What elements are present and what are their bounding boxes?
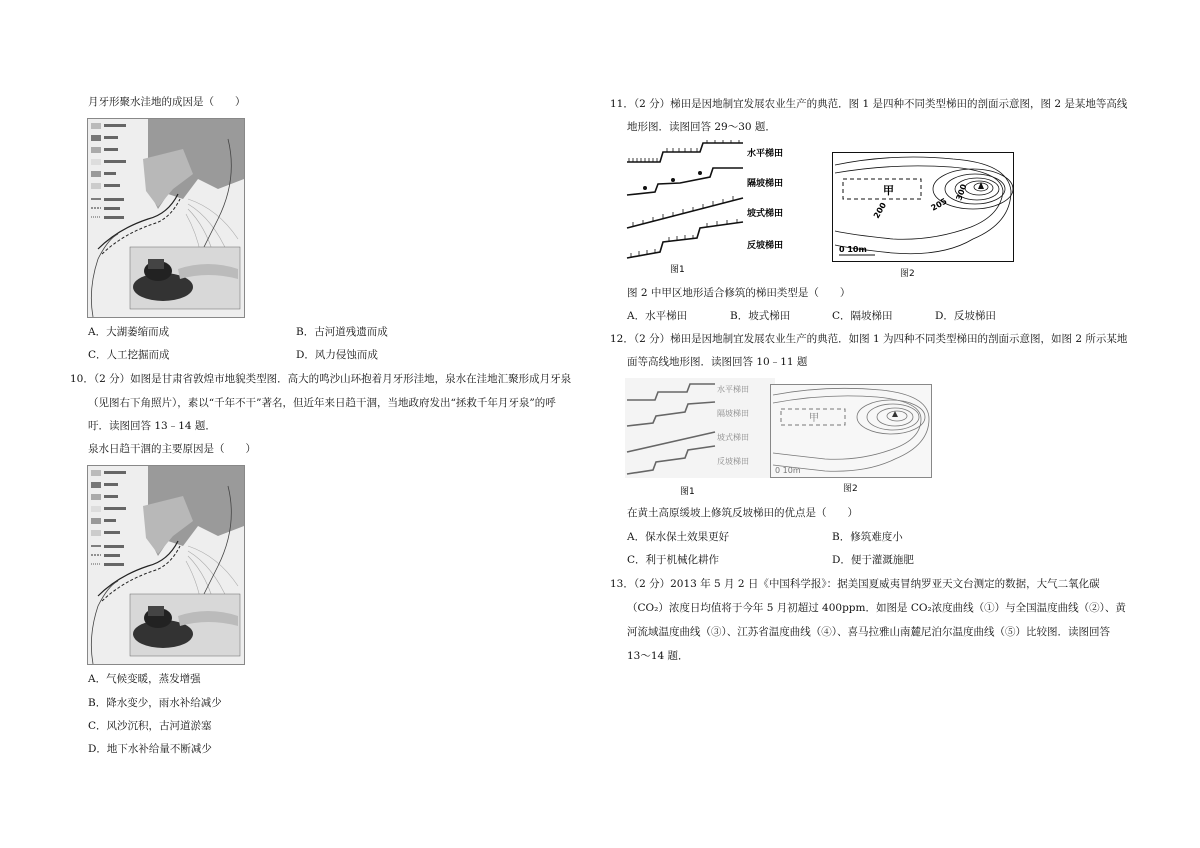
q11-option-c: C．隔坡梯田 <box>832 310 893 322</box>
q13-line1: 13．（2 分）2013 年 5 月 2 日《中国科学报》：据美国夏威夷冒纳罗亚天文台测定的数据，大气二氧化碳 <box>610 578 1100 590</box>
q12-line1: 12．（2 分）梯田是因地制宜发展农业生产的典范．如图 1 为四种不同类型梯田的剖面示意图，如图 2 所示某地 <box>610 333 1128 345</box>
option-d: D．风力侵蚀而成 <box>296 349 378 361</box>
question-stem: 月牙形聚水洼地的成因是（ ） <box>88 96 246 108</box>
option-c: C．人工挖掘而成 <box>88 349 170 361</box>
contour-map-figure <box>832 152 1014 262</box>
figure1-caption: 图1 <box>670 265 685 275</box>
q10-question: 泉水日趋干涸的主要原因是（ ） <box>88 443 256 455</box>
contour-scale-label: 0 10m <box>839 245 867 254</box>
terrace2-label-level: 水平梯田 <box>717 385 749 394</box>
q10-option-a: A．气候变暖，蒸发增强 <box>88 673 201 685</box>
q12-option-c: C．利于机械化耕作 <box>627 554 720 566</box>
q10-option-b: B．降水变少，雨水补给减少 <box>88 697 222 709</box>
figure1-caption-2: 图1 <box>680 487 695 497</box>
terrace-profiles-figure <box>625 140 795 275</box>
q11-option-b: B．坡式梯田 <box>730 310 791 322</box>
q10-option-d: D．地下水补给量不断减少 <box>88 743 212 755</box>
dunhuang-landform-map-2 <box>87 465 245 665</box>
option-b: B．古河道残遗而成 <box>296 326 388 338</box>
figure2-caption: 图2 <box>900 269 915 279</box>
q10-option-c: C．风沙沉积，古河道淤塞 <box>88 720 212 732</box>
contour-205-label: 205 <box>929 196 949 213</box>
q11-line2: 地形图．读图回答 29～30 题． <box>627 121 776 133</box>
terrace-label-interval: 隔坡梯田 <box>747 179 784 189</box>
q10-line1: 10．（2 分）如图是甘肃省敦煌市地貌类型图．高大的鸣沙山环抱着月牙形洼地，泉水在洼地汇聚形成月牙泉 <box>70 373 572 385</box>
dunhuang-landform-map <box>87 118 245 318</box>
q11-option-a: A．水平梯田 <box>627 310 688 322</box>
q12-option-b: B．修筑难度小 <box>832 531 903 543</box>
contour2-jia-label: 甲 <box>809 413 819 424</box>
option-a: A．大湖萎缩而成 <box>88 326 170 338</box>
contour-200-label: 200 <box>871 201 889 220</box>
q11-question: 图 2 中甲区地形适合修筑的梯田类型是（ ） <box>627 287 851 299</box>
terrace2-label-reverse: 反坡梯田 <box>717 457 749 466</box>
peak-triangle-icon-2 <box>892 411 898 417</box>
q11-option-d: D．反坡梯田 <box>935 310 996 322</box>
q12-option-a: A．保水保土效果更好 <box>627 531 730 543</box>
contour-jia-label: 甲 <box>883 184 894 197</box>
terrace2-label-interval: 隔坡梯田 <box>717 409 749 418</box>
terrace2-label-slope: 坡式梯田 <box>717 433 749 442</box>
q12-question: 在黄土高原缓坡上修筑反坡梯田的优点是（ ） <box>627 507 858 519</box>
q11-line1: 11．（2 分）梯田是因地制宜发展农业生产的典范．图 1 是四种不同类型梯田的剖面示意图，图 2 是某地等高线 <box>610 98 1128 110</box>
terrace-label-level: 水平梯田 <box>747 149 784 159</box>
q10-line2: （见图右下角照片），素以“千年不干”著名，但近年来日趋干涸，当地政府发出“拯救千年月牙泉”的呼 <box>88 397 556 409</box>
figure2-caption-2: 图2 <box>843 484 858 494</box>
contour-300-label: 300 <box>954 182 969 202</box>
contour2-scale-label: 0 10m <box>775 466 801 475</box>
terrace-label-slope: 坡式梯田 <box>747 209 784 219</box>
terrace-profiles-figure-2 <box>625 378 775 498</box>
q12-option-d: D．便于灌溉施肥 <box>832 554 914 566</box>
q12-line2: 面等高线地形图．读图回答 10﹣11 题 <box>627 356 808 368</box>
q13-line3: 河流域温度曲线（③）、江苏省温度曲线（④）、喜马拉雅山南麓尼泊尔温度曲线（⑤）比较图．读图回答 <box>627 626 1110 638</box>
contour-map-figure-2 <box>770 384 932 478</box>
q13-line2: （CO₂）浓度日均值将于今年 5 月初超过 400ppm．如图是 CO₂浓度曲线（①）与全国温度曲线（②）、黄 <box>627 602 1126 614</box>
q10-line3: 吁．读图回答 13﹣14 题． <box>88 420 216 432</box>
terrace-label-reverse: 反坡梯田 <box>747 241 784 251</box>
q13-line4: 13～14 题． <box>627 650 689 662</box>
